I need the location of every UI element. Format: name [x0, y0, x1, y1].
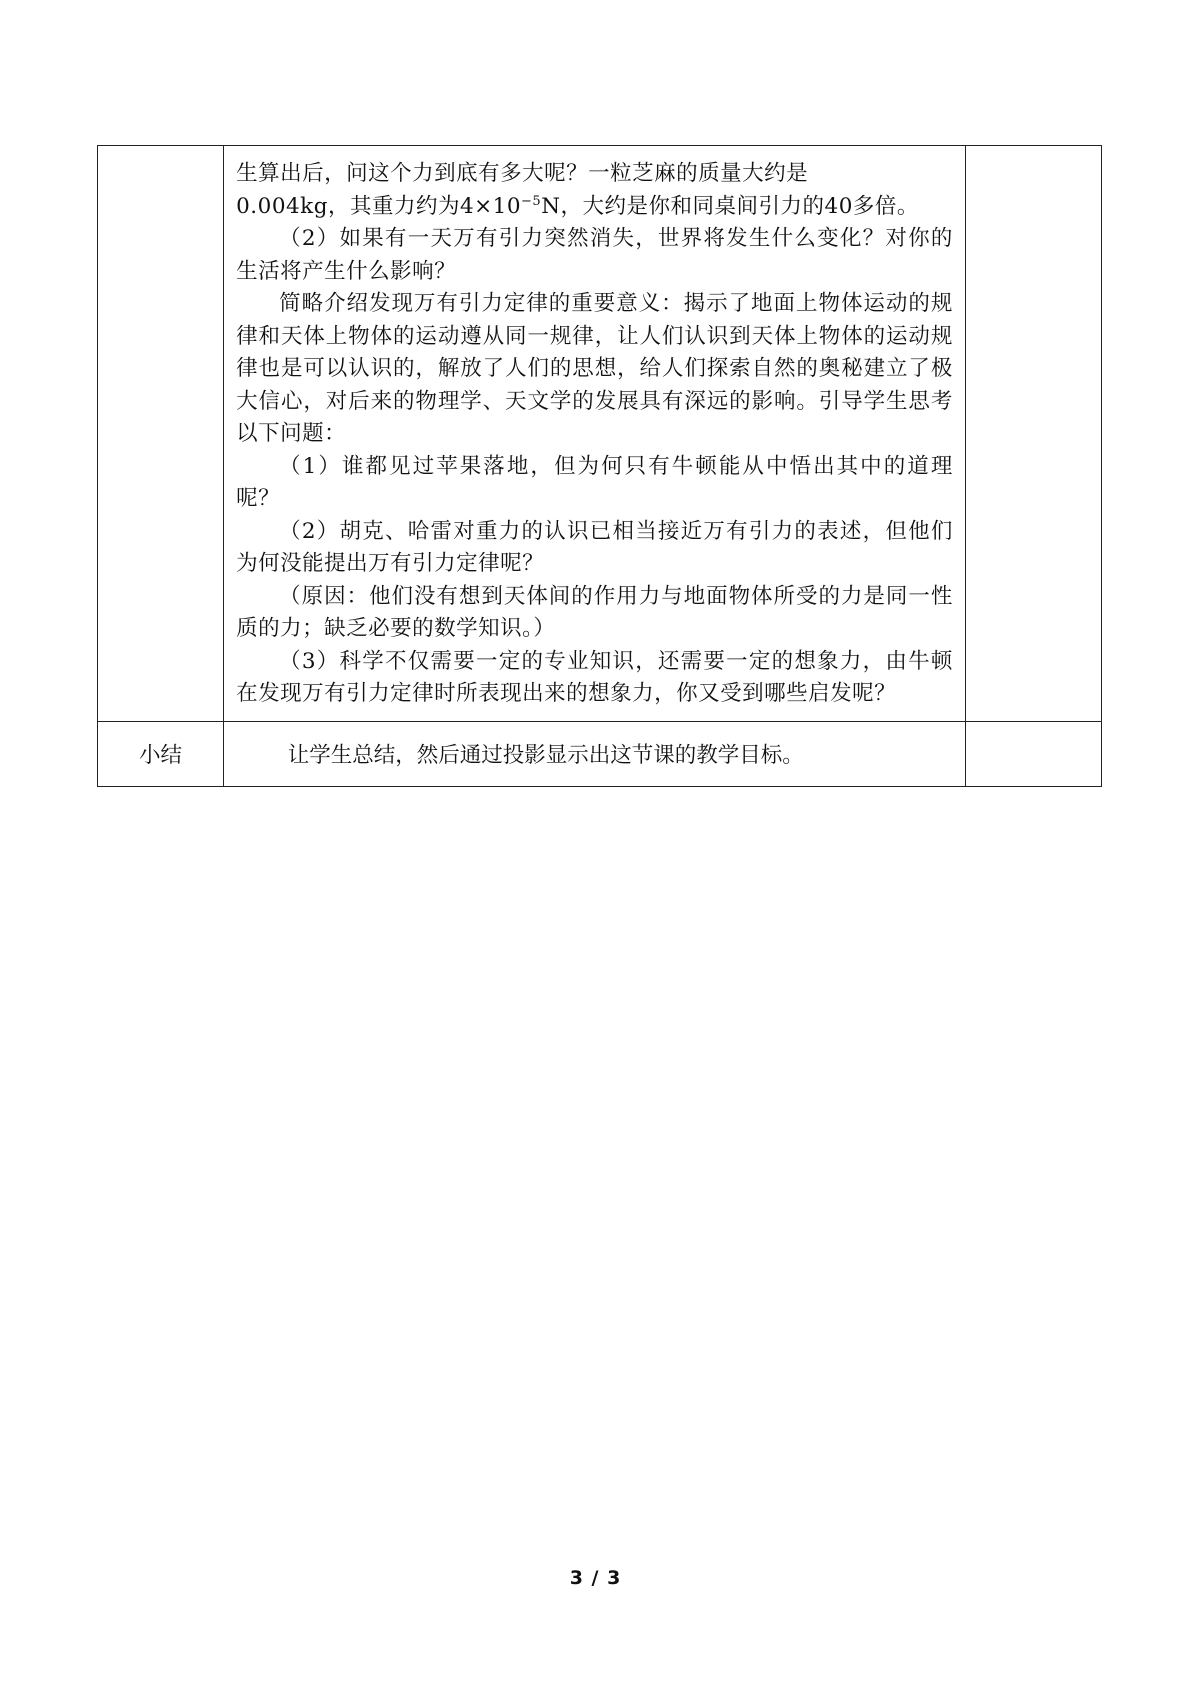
summary-notes-empty: [965, 721, 1101, 786]
paragraph-3: （2）如果有一天万有引力突然消失，世界将发生什么变化？对你的生活将产生什么影响？: [236, 226, 953, 284]
content-cell: [224, 146, 966, 722]
paragraph-6: （2）胡克、哈雷对重力的认识已相当接近万有引力的表述，但他们为何没能提出万有引力定律呢？: [236, 518, 953, 576]
label-cell-empty: [98, 146, 224, 722]
paragraph-2-head: 0.004kg，其重力约为4×10: [236, 193, 522, 219]
paragraph-8: （3）科学不仅需要一定的专业知识，还需要一定的想象力，由牛顿在发现万有引力定律时所表现出来的想象力，你又受到哪些启发呢？: [236, 648, 953, 706]
table-row-content: [98, 146, 1102, 722]
page-number: 3 / 3: [569, 1567, 622, 1589]
paragraph-4: 简略介绍发现万有引力定律的重要意义：揭示了地面上物体运动的规律和天体上物体的运动遵从同一规律，让人们认识到天体上物体的运动规律也是可以认识的，解放了人们的思想，给人们探索自然的奥秘建立了极大信心，对后来的物理学、天文学的发展具有深远的影响。引导学生思考以下问题：: [236, 291, 953, 446]
table-row-summary: [98, 721, 1102, 786]
notes-cell-empty: [965, 146, 1101, 722]
paragraph-5: （1）谁都见过苹果落地，但为何只有牛顿能从中悟出其中的道理呢？: [236, 453, 953, 511]
summary-text: 让学生总结，然后通过投影显示出这节课的教学目标。: [224, 721, 966, 786]
paragraph-1: 生算出后，问这个力到底有多大呢？一粒芝麻的质量大约是: [236, 161, 809, 186]
exponent: −5: [521, 193, 542, 209]
lesson-table: [97, 145, 1102, 787]
paragraph-2: [236, 191, 953, 224]
summary-label: 小结: [98, 721, 224, 786]
paragraph-7: （原因：他们没有想到天体间的作用力与地面物体所受的力是同一性质的力；缺乏必要的数学知识。）: [236, 583, 953, 641]
paragraph-2-tail: N，大约是你和同桌间引力的40多倍。: [541, 193, 919, 219]
